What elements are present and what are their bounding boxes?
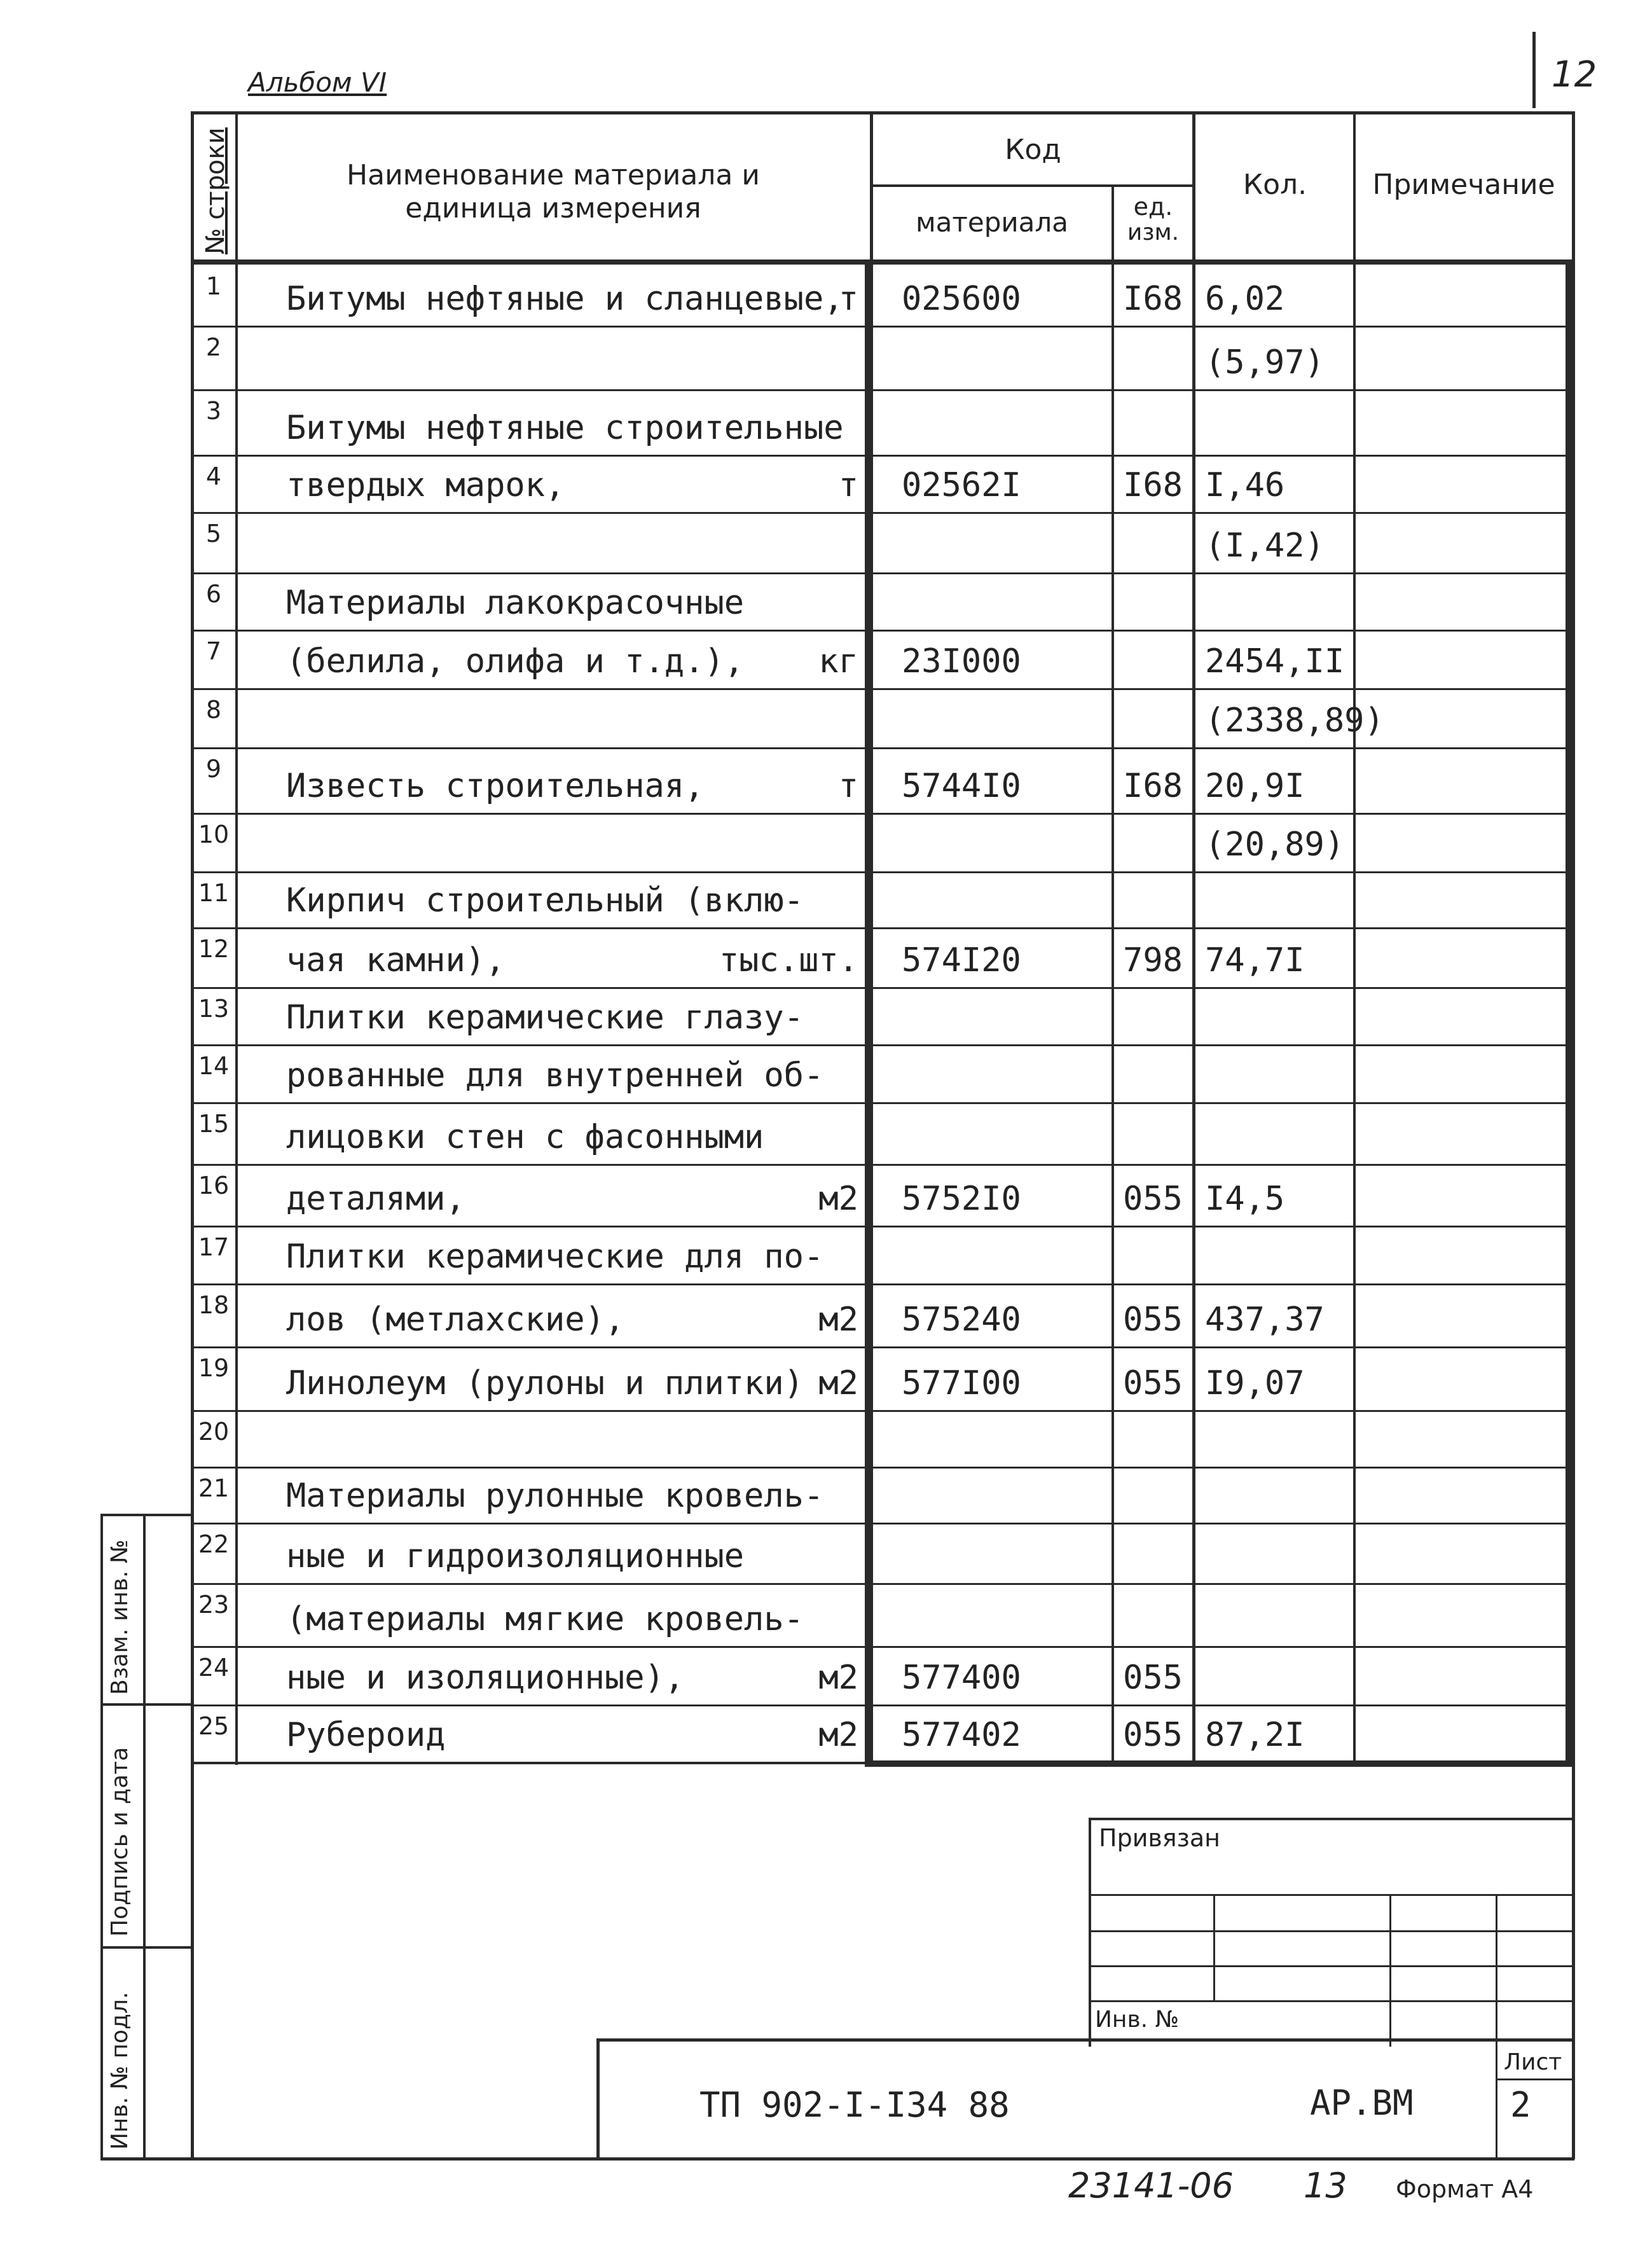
row-number: 15	[198, 1110, 230, 1138]
row-number: 7	[205, 637, 222, 665]
format-label: Формат А4	[1396, 2175, 1534, 2203]
row-number: 3	[205, 397, 222, 425]
header-note: Примечание	[1372, 169, 1555, 201]
row-number: 19	[198, 1354, 230, 1382]
row-number: 21	[198, 1474, 230, 1502]
quantity: 2454,II	[1205, 642, 1345, 681]
handwritten-number: 23141-06	[1068, 2166, 1234, 2206]
stamp-inv-no: Инв. №	[1095, 2007, 1180, 2033]
material-unit: т	[838, 280, 858, 318]
row-number: 2	[205, 333, 222, 361]
row-divider	[191, 512, 1572, 514]
material-name: ные и гидроизоляционные	[286, 1537, 745, 1575]
material-name: чая камни),	[286, 941, 506, 979]
stamp-privyazan: Привязан	[1099, 1824, 1220, 1852]
header-code: Код	[1005, 134, 1061, 166]
row-divider	[191, 1410, 1572, 1412]
row-number: 17	[198, 1233, 230, 1261]
unit-code: 055	[1123, 1716, 1183, 1754]
material-unit: т	[838, 466, 858, 504]
quantity: 437,37	[1205, 1301, 1325, 1339]
unit-code: I68	[1123, 767, 1183, 805]
album-label: Альбом VI	[248, 67, 387, 98]
material-name: (материалы мягкие кровель-	[286, 1600, 804, 1638]
row-divider	[191, 1523, 1572, 1525]
header-unit-line2: изм.	[1127, 219, 1180, 245]
top-right-bar	[1532, 32, 1536, 108]
material-name: деталями,	[286, 1180, 465, 1218]
material-name: Линолеум (рулоны и плитки)	[286, 1364, 804, 1402]
row-divider	[191, 813, 1572, 815]
material-name: (белила, олифа и т.д.),	[286, 642, 745, 681]
quantity: (20,89)	[1205, 826, 1345, 864]
material-code: 577400	[902, 1659, 1021, 1697]
quantity: (5,97)	[1205, 343, 1325, 382]
material-code: 02562I	[902, 466, 1021, 504]
material-name: лицовки стен с фасонными	[286, 1118, 764, 1156]
unit-code: 055	[1123, 1659, 1183, 1697]
material-unit: т	[838, 767, 858, 805]
material-code: 5752I0	[902, 1180, 1021, 1218]
row-number: 24	[198, 1654, 230, 1682]
row-number: 13	[198, 995, 230, 1023]
row-divider	[191, 1704, 1572, 1706]
material-code: 025600	[902, 280, 1021, 318]
quantity: (2338,89)	[1205, 702, 1384, 740]
row-divider	[191, 688, 1572, 690]
material-name: Битумы нефтяные и сланцевые,	[286, 280, 844, 318]
material-name: ные и изоляционные),	[286, 1659, 685, 1697]
row-number: 5	[205, 520, 222, 548]
material-unit: м2	[818, 1301, 858, 1339]
quantity: (I,42)	[1205, 527, 1325, 565]
header-unit-line1: ед.	[1133, 193, 1173, 221]
row-number: 18	[198, 1291, 230, 1319]
row-divider	[191, 1583, 1572, 1585]
row-divider	[191, 1226, 1572, 1227]
quantity: I4,5	[1205, 1180, 1285, 1218]
side-label-inv-podl: Инв. № подл.	[107, 1991, 133, 2150]
material-unit: м2	[818, 1364, 858, 1402]
unit-code: I68	[1123, 466, 1183, 504]
row-divider	[191, 1102, 1572, 1104]
row-number: 11	[198, 879, 230, 907]
row-divider	[191, 987, 1572, 989]
row-divider	[191, 747, 1572, 749]
header-qty: Кол.	[1242, 169, 1307, 201]
row-divider	[191, 927, 1572, 929]
handwritten-page: 13	[1304, 2166, 1347, 2206]
row-number: 1	[205, 272, 222, 300]
material-code: 5744I0	[902, 767, 1021, 805]
material-name: твердых марок,	[286, 466, 565, 504]
row-number: 12	[198, 935, 230, 963]
side-label-vzam: Взам. инв. №	[107, 1539, 133, 1695]
row-divider	[191, 1646, 1572, 1648]
row-number: 22	[198, 1530, 230, 1558]
row-divider	[191, 326, 1572, 328]
side-label-podpis: Подпись и дата	[107, 1746, 133, 1937]
row-number: 10	[198, 820, 230, 848]
row-number: 20	[198, 1418, 230, 1446]
quantity: 20,9I	[1205, 767, 1305, 805]
material-name: Плитки керамические для по-	[286, 1238, 824, 1276]
unit-code: 055	[1123, 1364, 1183, 1402]
row-number: 25	[198, 1712, 230, 1740]
row-number: 4	[205, 462, 222, 490]
material-unit: тыс.шт.	[719, 941, 858, 979]
material-code: 574I20	[902, 941, 1021, 979]
header-row-no: № строки	[201, 127, 230, 254]
row-divider	[191, 572, 1572, 574]
header-material: материала	[915, 207, 1068, 238]
material-unit: м2	[818, 1180, 858, 1218]
quantity: I9,07	[1205, 1364, 1305, 1402]
row-number: 16	[198, 1172, 230, 1200]
row-divider	[191, 389, 1572, 391]
material-unit: м2	[818, 1659, 858, 1697]
material-name: Битумы нефтяные строительные	[286, 409, 844, 447]
material-name: Материалы рулонные кровель-	[286, 1477, 824, 1515]
row-divider	[191, 1346, 1572, 1348]
sheet-label: Лист	[1504, 2049, 1562, 2075]
material-name: Известь строительная,	[286, 767, 705, 805]
row-divider	[191, 871, 1572, 873]
sheet-number: 2	[1510, 2085, 1531, 2125]
material-name: Материалы лакокрасочные	[286, 584, 745, 622]
header-name-line1: Наименование материала и	[347, 159, 760, 191]
material-name: Плитки керамические глазу-	[286, 999, 804, 1037]
row-number: 23	[198, 1591, 230, 1619]
row-number: 6	[205, 580, 222, 608]
row-divider	[191, 1044, 1572, 1046]
doc-code: ТП 902-I-I34 88	[699, 2085, 1010, 2125]
material-name: Кирпич строительный (вклю-	[286, 882, 804, 920]
row-divider	[191, 630, 1572, 632]
row-number: 9	[205, 755, 222, 783]
unit-code: 055	[1123, 1301, 1183, 1339]
row-number: 8	[205, 696, 222, 724]
material-name: рованные для внутренней об-	[286, 1056, 824, 1095]
doc-type: АР.ВМ	[1310, 2083, 1414, 2123]
row-divider	[191, 1467, 1572, 1469]
material-code: 575240	[902, 1301, 1021, 1339]
material-code: 577I00	[902, 1364, 1021, 1402]
page-number: 12	[1552, 54, 1597, 95]
unit-code: I68	[1123, 280, 1183, 318]
material-unit: м2	[818, 1716, 858, 1754]
material-name: лов (метлахские),	[286, 1301, 625, 1339]
row-divider	[191, 1283, 1572, 1285]
material-code: 23I000	[902, 642, 1021, 681]
unit-code: 798	[1123, 941, 1183, 979]
quantity: I,46	[1205, 466, 1285, 504]
row-divider	[191, 1164, 1572, 1166]
material-code: 577402	[902, 1716, 1021, 1754]
quantity: 74,7I	[1205, 941, 1305, 979]
material-unit: кг	[818, 642, 858, 681]
row-number: 14	[198, 1052, 230, 1080]
quantity: 87,2I	[1205, 1716, 1305, 1754]
row-divider	[191, 455, 1572, 457]
unit-code: 055	[1123, 1180, 1183, 1218]
material-name: Рубероид	[286, 1716, 446, 1754]
quantity: 6,02	[1205, 280, 1285, 318]
header-name-line2: единица измерения	[405, 192, 701, 225]
